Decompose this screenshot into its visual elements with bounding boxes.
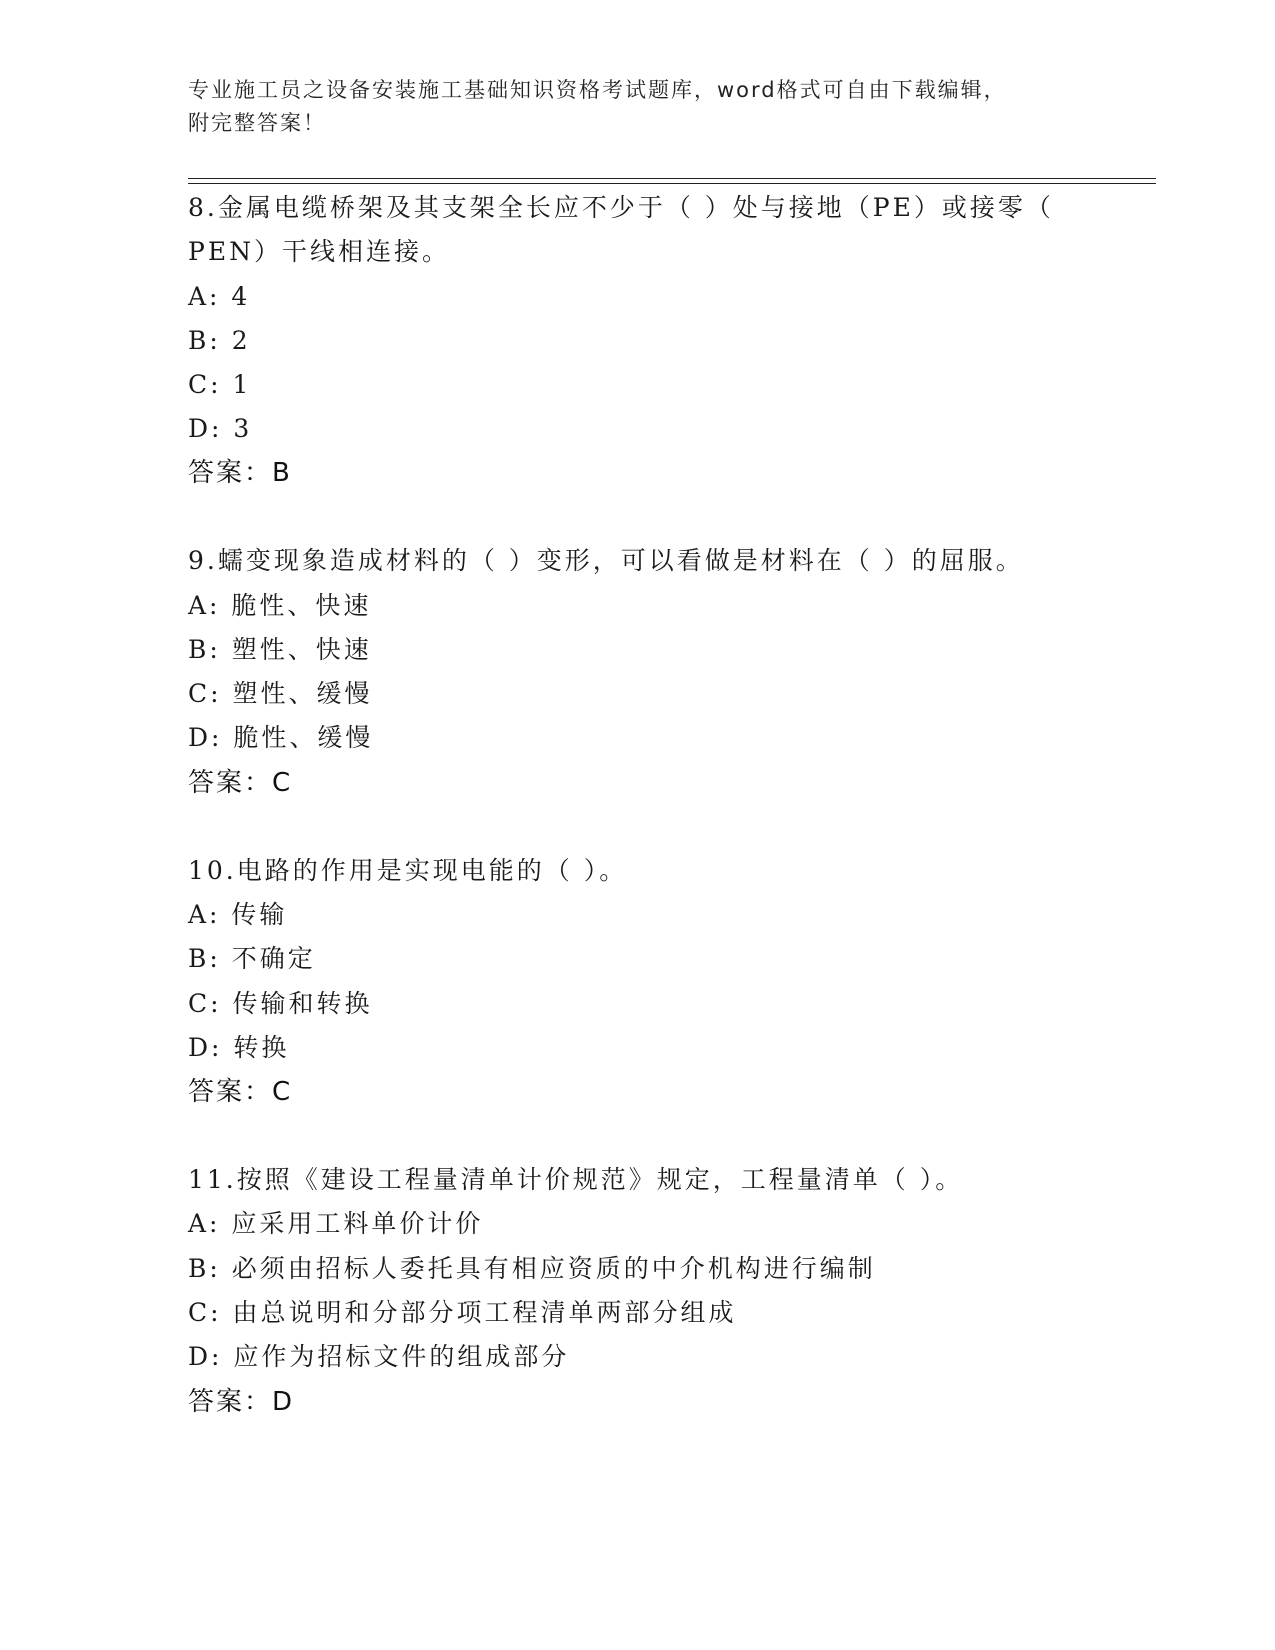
question-8-answer: 答案：B [188,458,292,488]
question-10-answer: 答案：C [188,1077,293,1107]
question-8-option-c: C: 1 [188,370,252,399]
question-11-answer: 答案：D [188,1387,295,1417]
question-11-option-d: D: 应作为招标文件的组成部分 [188,1342,570,1371]
question-11-option-c: C: 由总说明和分部分项工程清单两部分组成 [188,1298,737,1327]
question-11-option-a: A: 应采用工料单价计价 [188,1209,484,1238]
question-8-option-b: B: 2 [188,326,251,355]
header-divider-bottom [188,183,1156,184]
question-10-option-d: D: 转换 [188,1033,290,1062]
question-8-stem-line-1: 8.金属电缆桥架及其支架全长应不少于（ ）处与接地（PE）或接零（ [188,193,1054,222]
document-header [188,74,1068,140]
question-10-option-a: A: 传输 [188,900,288,929]
question-10-option-b: B: 不确定 [188,944,316,973]
question-10-stem: 10.电路的作用是实现电能的（ ）。 [188,856,628,885]
question-11-option-b: B: 必须由招标人委托具有相应资质的中介机构进行编制 [188,1254,876,1283]
question-9-option-c: C: 塑性、缓慢 [188,679,373,708]
question-11-stem: 11.按照《建设工程量清单计价规范》规定，工程量清单（ ）。 [188,1165,964,1194]
question-9-option-d: D: 脆性、缓慢 [188,723,374,752]
question-8-option-a: A: 4 [188,282,251,311]
question-9-answer: 答案：C [188,768,293,798]
question-9-stem: 9.蠕变现象造成材料的（ ）变形，可以看做是材料在（ ）的屈服。 [188,546,1024,575]
question-8-option-d: D: 3 [188,414,253,443]
header-line-2: 附完整答案！ [188,111,326,135]
header-divider-top [188,178,1156,179]
question-10-option-c: C: 传输和转换 [188,989,373,1018]
header-line-1: 专业施工员之设备安装施工基础知识资格考试题库，word格式可自由下载编辑， [188,78,1007,102]
question-9-option-a: A: 脆性、快速 [188,591,372,620]
question-8-stem-line-2: PEN）干线相连接。 [188,237,450,266]
question-9-option-b: B: 塑性、快速 [188,635,372,664]
